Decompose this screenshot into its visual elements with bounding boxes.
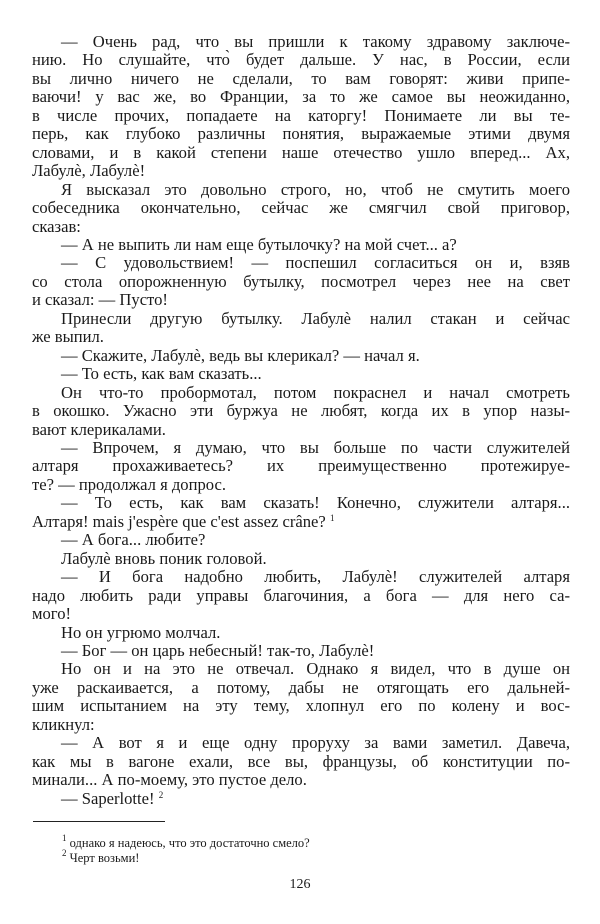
- text-line: [32, 88, 570, 106]
- footnote: [62, 833, 310, 851]
- line-text: же выпил.: [32, 327, 104, 347]
- line-text: вают клерикалами.: [32, 419, 166, 439]
- text-line: [32, 125, 570, 143]
- text-line: [32, 254, 570, 272]
- text-line: [32, 476, 570, 494]
- text-line: [32, 236, 570, 254]
- text-line: [32, 181, 570, 199]
- line-text: шим испытанием на эту тему, хлопнул его по колену и вос-: [32, 696, 570, 716]
- line-text: уже раскаивается, а потому, дабы не отягощать его дальней-: [32, 677, 570, 697]
- line-text: со стола опорожненную бутылку, посмотрел через нее на свет: [32, 271, 570, 291]
- text-line: [32, 790, 570, 808]
- line-text: собеседника окончательно, сейчас же смягчил свой приговор,: [32, 198, 570, 218]
- text-line: [32, 531, 570, 549]
- text-line: [32, 402, 570, 420]
- text-line: [32, 771, 570, 789]
- footnote-mark: 1: [62, 833, 67, 843]
- line-text: Но он угрюмо молчал.: [61, 622, 221, 642]
- text-line: [32, 439, 570, 457]
- page-number: 126: [289, 877, 311, 892]
- text-line: [32, 494, 570, 512]
- text-line: [32, 568, 570, 586]
- line-text: вы лично ничего не сделали, то вам говорят: живи припе-: [32, 68, 570, 88]
- line-text: Но он и на это не отвечал. Однако я видел, что в душе он: [61, 659, 570, 679]
- text-line: [32, 753, 570, 771]
- line-text: ваючи! у вас же, во Франции, за то же самое вы неожиданно,: [32, 87, 570, 107]
- line-text: — Бог — он царь небесный! так-то, Лабулѐ!: [61, 640, 375, 660]
- text-line: [32, 107, 570, 125]
- text-line: [32, 51, 570, 69]
- text-line: [32, 734, 570, 752]
- text-line: [32, 587, 570, 605]
- text-line: [32, 33, 570, 51]
- text-line: [32, 218, 570, 236]
- line-text: — А бога... любите?: [61, 530, 206, 550]
- line-text: Лабулѐ вновь поник головой.: [61, 548, 267, 568]
- footnote-divider: [33, 821, 165, 822]
- line-text: надо любить ради управы благочиния, а бога — для него са-: [32, 585, 570, 605]
- text-line: [32, 291, 570, 309]
- line-text: перь, как глубоко различны понятия, выражаемые этими двумя: [32, 124, 570, 144]
- text-line: [32, 697, 570, 715]
- text-line: [32, 365, 570, 383]
- text-line: [32, 605, 570, 623]
- text-line: [32, 70, 570, 88]
- line-text: — Впрочем, я думаю, что вы больше по части служителей: [61, 437, 570, 457]
- line-text: — То есть, как вам сказать...: [61, 364, 262, 384]
- line-text: сказав:: [32, 216, 81, 236]
- line-text: те? — продолжал я допрос.: [32, 474, 226, 494]
- text-line: [32, 273, 570, 291]
- text-line: [32, 624, 570, 642]
- line-text: алтаря прохаживаетесь? их преимущественно протежируе-: [32, 456, 570, 476]
- text-line: [32, 642, 570, 660]
- line-text: — Скажите, Лабулѐ, ведь вы клерикал? — начал я.: [61, 345, 420, 365]
- line-text: — А не выпить ли нам еще бутылочку? на мой счет... а?: [61, 234, 457, 254]
- body-text: [32, 33, 570, 808]
- line-text: — Saperlotte!: [61, 788, 155, 808]
- text-line: [32, 550, 570, 568]
- footnotes: [62, 833, 310, 865]
- text-line: [32, 328, 570, 346]
- footnote-text: Черт возьми!: [69, 850, 140, 865]
- footnote-marker: 2: [158, 789, 164, 800]
- line-text: словами, и в какой степени наше отечество ушло вперед... Ах,: [32, 142, 570, 162]
- line-text: и сказал: — Пусто!: [32, 290, 168, 310]
- line-text: кликнул:: [32, 714, 95, 734]
- line-text: в окошко. Ужасно эти буржуа не любят, когда их в упор назы-: [32, 401, 570, 421]
- line-text: — А вот я и еще одну проруху за вами заметил. Давеча,: [61, 733, 570, 753]
- line-text: — С удовольствием! — поспешил согласиться он и, взяв: [61, 253, 570, 273]
- line-text: нию. Но слушайте, что̀ будет дальше. У нас, в России, если: [32, 50, 570, 70]
- footnote-marker: 1: [329, 512, 335, 523]
- footnote-text: однако я надеюсь, что это достаточно смело?: [69, 836, 310, 850]
- text-line: [32, 679, 570, 697]
- line-text: Лабулѐ, Лабулѐ!: [32, 161, 146, 181]
- line-text: Я высказал это довольно строго, но, чтоб не смутить моего: [61, 179, 570, 199]
- line-text: Алтаря! mais j'espère que c'est assez crâne?: [32, 511, 326, 531]
- text-line: [32, 310, 570, 328]
- text-line: [32, 384, 570, 402]
- text-line: [32, 513, 570, 531]
- footnote-mark: 2: [62, 847, 67, 858]
- footnote: [62, 847, 310, 866]
- line-text: Принесли другую бутылку. Лабулѐ налил стакан и сейчас: [61, 308, 570, 328]
- line-text: — И бога надобно любить, Лабулѐ! служителей алтаря: [61, 567, 570, 587]
- line-text: минали... А по-моему, это пустое дело.: [32, 770, 307, 790]
- line-text: в числе прочих, попадаете на каторгу! Понимаете ли вы те-: [32, 105, 570, 125]
- text-line: [32, 660, 570, 678]
- text-line: [32, 144, 570, 162]
- text-line: [32, 347, 570, 365]
- text-line: [32, 199, 570, 217]
- line-text: мого!: [32, 604, 72, 624]
- text-line: [32, 457, 570, 475]
- line-text: Он что-то пробормотал, потом покраснел и начал смотреть: [61, 382, 570, 402]
- text-line: [32, 421, 570, 439]
- text-line: [32, 716, 570, 734]
- text-line: [32, 162, 570, 180]
- line-text: как мы в вагоне ехали, все вы, французы, об конституции по-: [32, 751, 570, 771]
- line-text: — То есть, как вам сказать! Конечно, служители алтаря...: [61, 493, 570, 513]
- line-text: — Очень рад, что вы пришли к такому здравому заключе-: [61, 32, 570, 51]
